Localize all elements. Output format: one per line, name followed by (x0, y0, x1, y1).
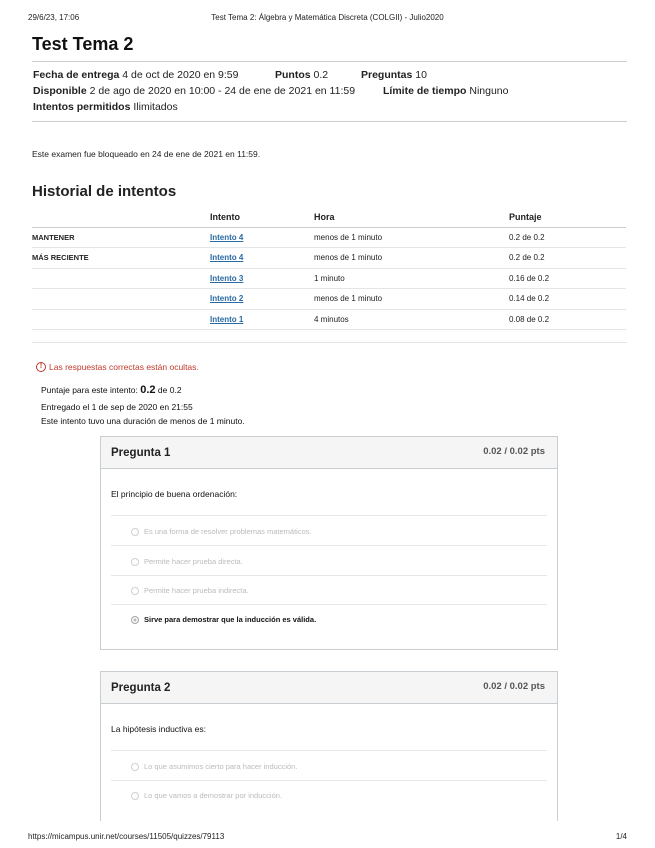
points-label: Puntos (275, 69, 311, 81)
question-title: Pregunta 2 (111, 682, 171, 694)
answer-option (131, 791, 282, 800)
answer-option-selected (131, 615, 316, 624)
attempt-link[interactable]: Intento 3 (210, 273, 244, 283)
attempts-label: Intentos permitidos (33, 101, 131, 113)
question-points: 0.02 / 0.02 pts (483, 681, 545, 692)
column-header (32, 208, 210, 227)
attempt-score: 0.16 de 0.2 (509, 268, 626, 289)
attempt-time: menos de 1 minuto (314, 227, 509, 248)
radio-button (131, 792, 139, 800)
attempt-time: 4 minutos (314, 309, 509, 330)
due-label: Fecha de entrega (33, 69, 120, 81)
attempt-score: 0.2 de 0.2 (509, 248, 626, 269)
attempt-time: menos de 1 minuto (314, 289, 509, 310)
questions-value: 10 (415, 69, 427, 81)
attempt-score: 0.08 de 0.2 (509, 309, 626, 330)
answer-option (131, 586, 249, 595)
row-label (32, 268, 210, 289)
radio-button (131, 528, 139, 536)
points-value: 0.2 (313, 69, 329, 81)
submitted-line: Entregado el 1 de sep de 2020 en 21:55 (41, 402, 193, 412)
radio-button (131, 558, 139, 566)
question-card (100, 436, 558, 650)
table-row (32, 289, 626, 310)
divider (111, 515, 547, 516)
question-header (101, 672, 557, 704)
divider (111, 604, 547, 605)
row-label: MANTENER (32, 227, 210, 248)
available-label: Disponible (33, 85, 87, 97)
attempt-score: 0.2 de 0.2 (509, 227, 626, 248)
answer-text: Sirve para demostrar que la inducción es válida. (144, 615, 317, 624)
page-title: Test Tema 2 (32, 34, 134, 54)
table-row (32, 248, 626, 269)
attempts-table (32, 208, 626, 330)
score-value: 0.2 (140, 384, 156, 396)
divider (111, 545, 547, 546)
print-doc-title: Test Tema 2: Álgebra y Matemática Discreta (COLGII) - Julio2020 (211, 13, 444, 22)
question-text: La hipótesis inductiva es: (111, 724, 206, 734)
question-header (101, 437, 557, 469)
answer-option (131, 762, 297, 771)
questions-label: Preguntas (361, 69, 413, 81)
divider (32, 342, 627, 343)
answer-text: Lo que vamos a demostrar por inducción. (144, 791, 282, 800)
attempt-link[interactable]: Intento 4 (210, 232, 244, 242)
time-limit-value: Ninguno (469, 85, 509, 97)
column-header: Intento (210, 208, 314, 227)
answer-text: Permite hacer prueba directa. (144, 557, 243, 566)
answer-option (131, 527, 312, 536)
warning-icon: ! (36, 362, 46, 372)
divider (111, 575, 547, 576)
table-header-row (32, 208, 626, 227)
attempt-link[interactable]: Intento 4 (210, 253, 244, 263)
divider (111, 750, 547, 751)
answer-text: Es una forma de resolver problemas matemáticos. (144, 527, 312, 536)
score-prefix: Puntaje para este intento: (41, 385, 138, 395)
column-header: Puntaje (509, 208, 626, 227)
duration-line: Este intento tuvo una duración de menos de 1 minuto. (41, 416, 245, 426)
answers-hidden-notice (36, 362, 199, 372)
locked-message: Este examen fue bloqueado en 24 de ene de 2021 en 11:59. (32, 149, 261, 159)
score-line (41, 384, 182, 396)
answers-hidden-text: Las respuestas correctas están ocultas. (49, 362, 199, 372)
history-title: Historial de intentos (32, 183, 177, 200)
print-datetime: 29/6/23, 17:06 (28, 13, 80, 22)
attempt-time: menos de 1 minuto (314, 248, 509, 269)
radio-button (131, 587, 139, 595)
question-points: 0.02 / 0.02 pts (483, 446, 545, 457)
radio-button-selected (131, 616, 139, 624)
score-suffix: de 0.2 (157, 385, 182, 395)
divider (32, 61, 627, 62)
question-card (100, 671, 558, 821)
time-limit-label: Límite de tiempo (383, 85, 467, 97)
column-header: Hora (314, 208, 509, 227)
page-number: 1/4 (615, 832, 627, 841)
divider (111, 780, 547, 781)
answer-text: Lo que asumimos cierto para hacer inducción. (144, 762, 298, 771)
row-label (32, 289, 210, 310)
table-row (32, 268, 626, 289)
due-value: 4 de oct de 2020 en 9:59 (122, 69, 239, 81)
row-label: MÁS RECIENTE (32, 248, 210, 269)
attempt-link[interactable]: Intento 1 (210, 314, 244, 324)
table-row (32, 227, 626, 248)
attempt-time: 1 minuto (314, 268, 509, 289)
question-title: Pregunta 1 (111, 447, 171, 459)
page-url: https://micampus.unir.net/courses/11505/quizzes/79113 (28, 832, 225, 841)
attempt-link[interactable]: Intento 2 (210, 294, 244, 304)
row-label (32, 309, 210, 330)
question-text: El principio de buena ordenación: (111, 489, 238, 499)
attempts-value: Ilimitados (133, 101, 178, 113)
attempt-score: 0.14 de 0.2 (509, 289, 626, 310)
divider (32, 121, 627, 122)
table-row (32, 309, 626, 330)
answer-option (131, 557, 243, 566)
answer-text: Permite hacer prueba indirecta. (144, 586, 249, 595)
available-value: 2 de ago de 2020 en 10:00 - 24 de ene de 2021 en 11:59 (89, 85, 356, 97)
radio-button (131, 763, 139, 771)
